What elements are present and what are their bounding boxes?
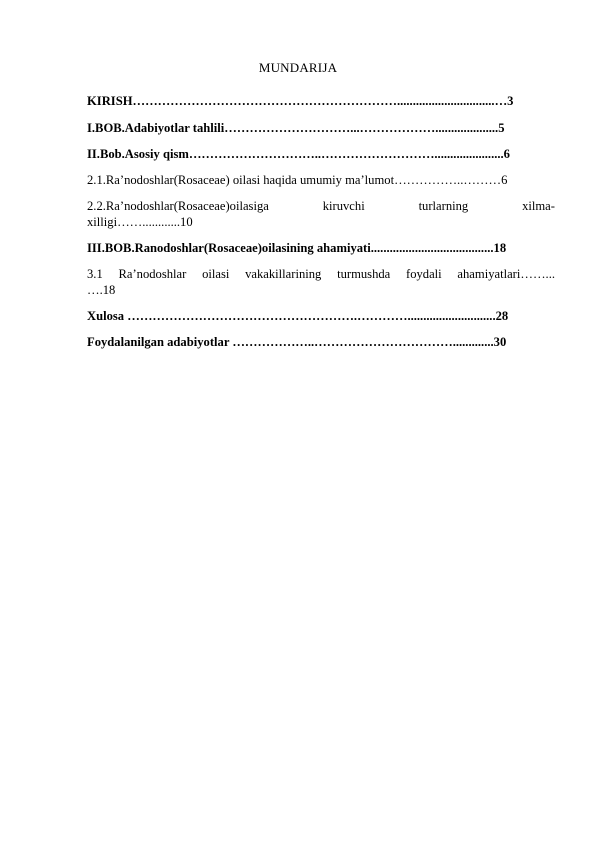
toc-word: vakakillarining	[245, 267, 322, 281]
toc-entry-section-2-2	[87, 198, 555, 214]
page-title: MUNDARIJA	[258, 60, 338, 75]
toc-entry-chapter-1: I.BOB.Adabiyotlar tahlili…………………………...………………....................5	[87, 121, 505, 135]
toc-entry-chapter-2: II.Bob.Asosiy qism…………………………..………………………......................6	[87, 147, 510, 161]
toc-word: turmushda	[337, 267, 391, 281]
toc-entry-xulosa: Xulosa ……………………………………………….…………............................28	[87, 309, 509, 323]
toc-entry-section-2-2-continued: xilligi……............10	[87, 215, 193, 229]
toc-word: ahamiyatlari……...	[457, 267, 555, 281]
toc-word: kiruvchi	[322, 199, 365, 213]
toc-word: foydali	[406, 267, 442, 281]
toc-word: Ra’nodoshlar	[118, 267, 187, 281]
toc-entry-section-2-1: 2.1.Ra’nodoshlar(Rosaceae) oilasi haqida umumiy ma’lumot……………..………6	[87, 173, 508, 187]
toc-entry-chapter-3: III.BOB.Ranodoshlar(Rosaceae)oilasining ahamiyati.......................................18	[87, 241, 507, 255]
toc-entry-kirish: KIRISH………………………………………………………...............................…3	[87, 94, 514, 108]
toc-word: xilma-	[522, 199, 555, 213]
toc-word: 2.2.Ra’nodoshlar(Rosaceae)oilasiga	[87, 199, 269, 213]
toc-entry-section-3-1-continued: ….18	[87, 283, 116, 297]
toc-entry-references: Foydalanilgan adabiyotlar ………………..…………………………….............30	[87, 335, 507, 349]
toc-word: 3.1	[87, 267, 103, 281]
toc-word: oilasi	[202, 267, 230, 281]
toc-word: turlarning	[418, 199, 469, 213]
toc-entry-section-3-1	[87, 266, 555, 282]
